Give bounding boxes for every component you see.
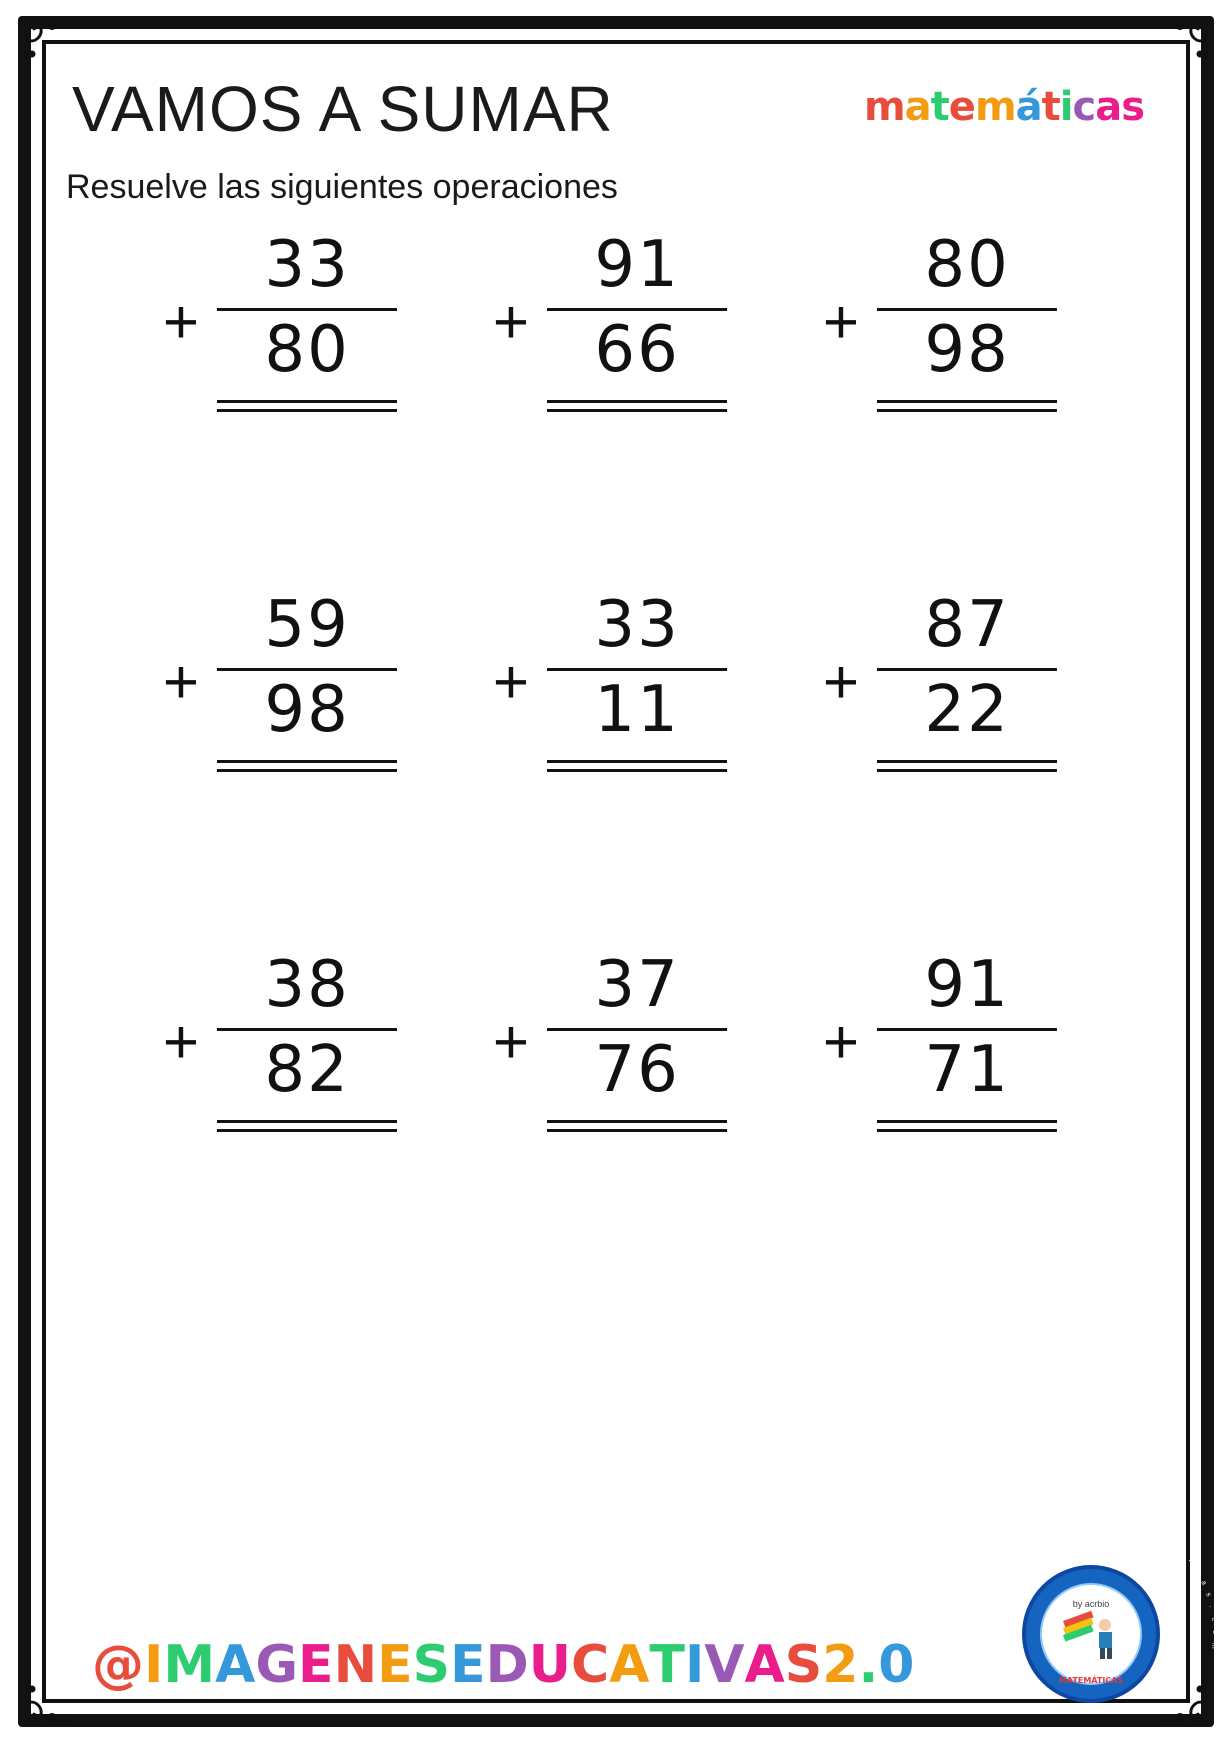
handle-letter: N bbox=[333, 1635, 378, 1695]
operator-sign: + bbox=[162, 648, 200, 717]
problem-item bbox=[780, 590, 1110, 950]
problem-item bbox=[780, 950, 1110, 1310]
addend-bottom: 66 bbox=[594, 312, 680, 387]
addend-top: 91 bbox=[924, 948, 1010, 1022]
operation-line bbox=[217, 1028, 397, 1031]
subject-badge bbox=[864, 84, 1144, 130]
handle-letter: D bbox=[485, 1635, 529, 1695]
addend-top: 33 bbox=[594, 588, 680, 662]
operator-sign: + bbox=[492, 648, 530, 717]
handle-letter: U bbox=[528, 1635, 572, 1695]
page-title: VAMOS A SUMAR bbox=[72, 73, 614, 145]
problem-stack bbox=[537, 230, 737, 431]
answer-line bbox=[217, 760, 397, 763]
addend-bottom: 22 bbox=[924, 672, 1010, 747]
handle-letter: E bbox=[298, 1635, 334, 1695]
handle-letter: S bbox=[784, 1635, 823, 1695]
operator-sign: + bbox=[822, 1008, 860, 1077]
addend-bottom: 71 bbox=[924, 1032, 1010, 1107]
operation-line bbox=[877, 308, 1057, 311]
badge-letter: e bbox=[948, 84, 975, 130]
addend-bottom: 80 bbox=[264, 312, 350, 387]
addend-bottom: 11 bbox=[594, 672, 680, 747]
answer-line bbox=[877, 1120, 1057, 1123]
addend-top: 80 bbox=[924, 228, 1010, 302]
answer-line bbox=[547, 760, 727, 763]
operator-sign: + bbox=[162, 1008, 200, 1077]
handle-letter: M bbox=[163, 1635, 216, 1695]
badge-letter: a bbox=[904, 84, 931, 130]
badge-letter: t bbox=[1041, 84, 1060, 130]
handle-letter: S bbox=[412, 1635, 451, 1695]
handle-letter: A bbox=[215, 1635, 256, 1695]
addend-bottom: 98 bbox=[264, 672, 350, 747]
handle-letter: G bbox=[255, 1635, 299, 1695]
handle-letter: I bbox=[144, 1635, 164, 1695]
badge-letter: á bbox=[1015, 84, 1042, 130]
handle-letter: A bbox=[744, 1635, 785, 1695]
operation-line bbox=[877, 1028, 1057, 1031]
addend-bottom: 76 bbox=[594, 1032, 680, 1107]
problem-item bbox=[120, 230, 450, 590]
badge-letter: c bbox=[1072, 84, 1096, 130]
operator-sign: + bbox=[162, 288, 200, 357]
problem-stack bbox=[207, 950, 407, 1151]
addend-top: 37 bbox=[594, 948, 680, 1022]
problem-item bbox=[120, 590, 450, 950]
logo-ring-text: h t t p s : / / w w w . i m a g e n e s e d u c a t i v a s . c o m bbox=[964, 1507, 1219, 1657]
handle-letter: E bbox=[377, 1635, 413, 1695]
site-logo bbox=[964, 1507, 1219, 1703]
addend-bottom: 82 bbox=[264, 1032, 350, 1107]
answer-line bbox=[877, 760, 1057, 763]
logo-byline: by acrbio bbox=[1072, 1599, 1110, 1609]
addend-top: 87 bbox=[924, 588, 1010, 662]
badge-letter: m bbox=[863, 84, 905, 130]
logo-subtitle: MATEMÁTICAS bbox=[1058, 1676, 1124, 1685]
badge-letter: a bbox=[1095, 84, 1122, 130]
handle-letter: V bbox=[704, 1635, 745, 1695]
problem-item bbox=[120, 950, 450, 1310]
handle-letter: . bbox=[858, 1635, 879, 1695]
operation-line bbox=[547, 668, 727, 671]
answer-line bbox=[547, 400, 727, 403]
addend-top: 38 bbox=[264, 948, 350, 1022]
handle-letter: C bbox=[571, 1635, 610, 1695]
handle-letter: 0 bbox=[878, 1635, 915, 1695]
operator-sign: + bbox=[492, 1008, 530, 1077]
addend-top: 59 bbox=[264, 588, 350, 662]
operation-line bbox=[547, 1028, 727, 1031]
operation-line bbox=[877, 668, 1057, 671]
problem-stack bbox=[867, 590, 1067, 791]
handle-letter: 2 bbox=[822, 1635, 859, 1695]
operation-line bbox=[547, 308, 727, 311]
instructions-text: Resuelve las siguientes operaciones bbox=[66, 168, 618, 206]
badge-letter: t bbox=[930, 84, 949, 130]
answer-line bbox=[547, 1120, 727, 1123]
footer-handle bbox=[92, 1635, 914, 1695]
problem-item bbox=[450, 590, 780, 950]
badge-letter: i bbox=[1059, 84, 1073, 130]
problem-stack bbox=[537, 950, 737, 1151]
addend-top: 33 bbox=[264, 228, 350, 302]
handle-letter: A bbox=[609, 1635, 650, 1695]
problem-item bbox=[450, 950, 780, 1310]
answer-line bbox=[217, 400, 397, 403]
answer-line bbox=[217, 1120, 397, 1123]
problem-item bbox=[780, 230, 1110, 590]
badge-letter: m bbox=[974, 84, 1016, 130]
addend-top: 91 bbox=[594, 228, 680, 302]
operator-sign: + bbox=[822, 648, 860, 717]
problem-stack bbox=[537, 590, 737, 791]
answer-line bbox=[877, 400, 1057, 403]
handle-letter: T bbox=[649, 1635, 685, 1695]
handle-letter: @ bbox=[92, 1635, 144, 1695]
operation-line bbox=[217, 308, 397, 311]
problem-stack bbox=[867, 950, 1067, 1151]
badge-letter: s bbox=[1121, 84, 1144, 130]
handle-letter: I bbox=[684, 1635, 705, 1695]
operation-line bbox=[217, 668, 397, 671]
problem-item bbox=[450, 230, 780, 590]
operator-sign: + bbox=[492, 288, 530, 357]
addend-bottom: 98 bbox=[924, 312, 1010, 387]
handle-letter: E bbox=[450, 1635, 486, 1695]
problem-stack bbox=[207, 590, 407, 791]
problems-grid bbox=[120, 230, 1110, 1310]
operator-sign: + bbox=[822, 288, 860, 357]
problem-stack bbox=[207, 230, 407, 431]
problem-stack bbox=[867, 230, 1067, 431]
